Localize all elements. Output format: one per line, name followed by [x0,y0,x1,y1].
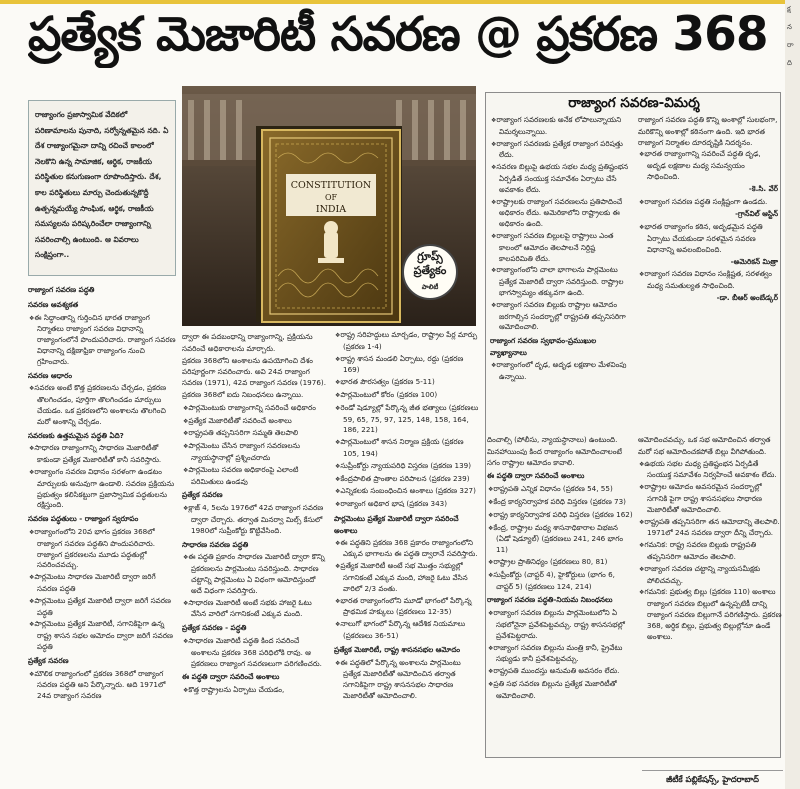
article-paragraph: ❖ ఈ పద్ధతిలో పేర్కొన్న అంశాలను పార్లమెంటు ప్రత్యేక మెజారిటీతో ఆమోదించిన తర్వాత సగానికిపైగా రాష్ట్ర శాసనసభల సాధారణ మెజారిటీతో ఆమోదించాలి. [334,658,480,702]
section-heading: ప్రత్యేక సవరణ - పద్ధతి [182,623,247,633]
article-paragraph: ❖ పార్లమెంటులో కోరం (ప్రకరణ 100) [334,390,480,402]
headline: ప్రత్యేక మెజారిటీ సవరణ @ ప్రకరణ 368 [28,7,768,62]
article-paragraph: ❖ ఈ పద్ధతిని ప్రకరణ 368 ప్రకారం రాజ్యాంగంలోని ఎక్కువ భాగాలను ఈ పద్ధతి ద్వారానే సవరిస్తారు. [334,538,480,561]
book-title-line1: CONSTITUTION [290,180,372,191]
article-paragraph: ❖ రాజ్యాంగ అధికార భాష (ప్రకరణ 343) [334,499,480,511]
article-paragraph: ❖ రాజ్యాంగంలోని చాలా భాగాలను పార్లమెంటు ప్రత్యేక మెజారిటీ ద్వారా సవరిస్తుంది. రాష్ట్రాల భాగస్వామ్యం తక్కువగా ఉంది. [490,265,630,298]
adjacent-page-edge [785,0,800,789]
article-paragraph: ❖ ప్రత్యేక మెజారిటీ అంటే సభ మొత్తం సభ్యుల్లో సగానికంటే ఎక్కువ మంది, హాజరై ఓటు వేసిన వారిలో 2/3 వంతు. [334,561,480,594]
article-paragraph: ❖ పార్లమెంటు ప్రత్యేక మెజారిటీ, సగానికిపైగా ఉన్న రాష్ట్ర శాసన సభల ఆమోదం ద్వారా జరిగే సవరణ పద్ధతి [28,619,176,652]
article-paragraph: ❖ రాష్ట్రాలకు రాజ్యాంగ సవరణలను ప్రతిపాదించే అధికారం లేదు. అమెరికాలోని రాష్ట్రాలకు ఈ అధికారం ఉంది. [490,197,630,230]
article-paragraph: ❖ నాలుగో భాగంలో పేర్కొన్న ఆదేశిక నియమాలు (ప్రకరణలు 36-51) [334,619,480,642]
article-paragraph: దించాల్సి (పోలీసు, న్యాయస్థానాలు) ఉంటుంది. మినహాయింపు కింద రాజ్యాంగం ఆమోదించాలంటే సగం రాష్ట్రాల ఆమోదం కావాలి. [487,435,622,467]
article-paragraph: ❖ రాష్ట్రపతి తప్పనిసరిగా తన ఆమోదాన్ని తెలపాలి. 1971లో 24వ సవరణ ద్వారా దీన్ని చేర్చారు. [638,517,782,540]
article-paragraph: ❖ పార్లమెంటు చేసిన రాజ్యాంగ సవరణలను న్యాయస్థానాల్లో ప్రశ్నించరాదు [182,441,328,464]
article-paragraph: రాజ్యాంగ సవరణ పద్ధతి కొన్ని అంశాల్లో సులభంగా, మరికొన్ని అంశాల్లో కఠినంగా ఉంది. ఇది భారత రాజ్యాంగ నిర్మాతల దూరదృష్టికి నిదర్శనం. [638,115,778,147]
article-paragraph: ❖ ఉభయ సభల మధ్య ప్రతిష్టంభన ఏర్పడితే సంయుక్త సమావేశం నిర్వహించే అవకాశం లేదు. [638,459,782,482]
article-paragraph: ❖ కేంద్ర కార్యనిర్వాహక పరిధి విస్తరణ (ప్రకరణ 73) [487,497,633,509]
article-paragraph: ❖ సవరణ బిల్లుపై ఉభయ సభల మధ్య ప్రతిష్టంభన ఏర్పడితే సంయుక్త సమావేశం ఏర్పాటు చేసే అవకాశం లేదు. [490,162,630,195]
article-paragraph: ❖ రాష్ట్రపతి ఎన్నిక విధానం (ప్రకరణ 54, 55) [487,484,633,496]
article-paragraph: ❖ రాష్ట్ర కార్యనిర్వాహక పరిధి విస్తరణ (ప్రకరణ 162) [487,510,633,522]
article-paragraph: ❖ ఈ సిద్ధాంతాన్ని గుర్తించిన భారత రాజ్యాంగ నిర్మాతలు రాజ్యాంగ సవరణ విధానాన్ని రాజ్యాంగంలోనే పొందుపరిచారు. రాజ్యాంగ సవరణ విధానాన్ని దక్షిణాఫ్రికా రాజ్యాంగం నుంచి గ్రహించారు. [28,313,176,368]
article-paragraph: ❖ రాజ్యాంగ సవరణ బిల్లును పార్లమెంటులోని ఏ సభలోనైనా ప్రవేశపెట్టవచ్చు. రాష్ట్ర శాసనసభల్లో ప్రవేశపెట్టరాదు. [487,608,633,641]
article-paragraph: ప్రకరణ 368లో ఐదు నిబంధనలు ఉన్నాయి. [182,389,304,399]
article-column-3 [334,330,480,782]
article-paragraph: ❖ రాష్ట్ర శాసన మండలి ఏర్పాటు, రద్దు (ప్రకరణ 169) [334,354,480,377]
section-heading: సవరణ ఆవశ్యకత [28,299,79,309]
article-paragraph: ❖ రాజ్యాంగ సవరణ బిల్లును మంత్రి కానీ, ప్రైవేటు సభ్యుడు కానీ ప్రవేశపెట్టవచ్చు. [487,643,633,666]
article-paragraph: ❖ సుప్రీంకోర్టు న్యాయపరిధి విస్తరణ (ప్రకరణ 139) [334,461,480,473]
article-paragraph: ❖ భారత రాజ్యాంగాన్ని సవరించే పద్ధతి దృఢ, అదృఢ లక్షణాల మధ్య సమన్వయం సాధించింది. [638,149,778,182]
article-paragraph: ❖ ప్రతి సభ సవరణ బిల్లును ప్రత్యేక మెజారిటీతో ఆమోదించాలి. [487,679,633,702]
sidebox-column-left [490,115,630,385]
section-heading: సవరణకు ఉత్తమమైన పద్ధతి ఏది? [28,430,124,440]
article-column-1 [28,282,176,782]
article-paragraph: ❖ కేంద్ర, రాష్ట్రాల మధ్య శాసనాధికారాల విభజన (ఏడో షెడ్యూల్) (ప్రకరణలు 241, 246 భాగం 11) [487,523,633,556]
book-title-line3: INDIA [315,204,347,215]
quote-attribution: -కె.సి. వేర్ [748,183,778,193]
article-paragraph: ❖ క్లాజ్ 4, 5లను 1976లో 42వ రాజ్యాంగ సవరణ ద్వారా చేర్చారు. తర్వాత మినర్వా మిల్స్ కేసులో 1980లో సుప్రీంకోర్టు కొట్టివేసింది. [182,503,328,536]
article-paragraph: ❖ సవరణ అంటే కొత్త ప్రకరణలను చేర్చడం, ప్రకరణ తొలగించడం, పూర్తిగా తొలగించడం మార్పులు చేయడం. ఒక ప్రకరణలోని అంశాలను తొలగించి మరో అంశాన్ని చేర్చడం. [28,383,176,427]
badge-line2: ప్రత్యేకం [413,264,447,277]
article-paragraph: ❖ రెండో షెడ్యూల్లో పేర్కొన్న జీత భత్యాలు (ప్రకరణలు 59, 65, 75, 97, 125, 148, 158, 164, 186, 221) [334,403,480,436]
article-paragraph: ద్వారా ఈ పదబంధాన్ని రాజ్యాంగాన్ని, ప్రక్రియను సవరించే అధికారాలను మార్చారు. [182,332,313,353]
intro-box: రాజ్యాంగం ప్రజాస్వామిక వేదికలో పరిణామాలను పునాది, సర్వోన్నతమైన నది. ఏ దేశ రాజ్యాంగమైనా దాన్ని రచించే కాలంలో నెలకొని ఉన్న సామాజిక, ఆర్థిక, రాజకీయ పరిస్థితుల కనుగుణంగా రూపొందిస్తారు. దేశ, కాల పరిస్థితులు మార్పు చెందుతున్నకొద్దీ ఉత్పన్నమయ్యే సాంఘిక, ఆర్థిక, రాజకీయ సమస్యలను పరిష్కరించేలా రాజ్యాంగాన్ని సవరించాల్సి ఉంటుంది. ఆ వివరాలు సంక్షిప్తంగా.. [28,100,176,276]
edge-text: ది [787,59,792,67]
article-paragraph: ❖ భారత రాజ్యాంగంలోని మూడో భాగంలో పేర్కొన్న ప్రాథమిక హక్కులు (ప్రకరణలు 12-35) [334,596,480,619]
article-paragraph: ❖ రాజ్యాంగ సవరణ బిల్లులపై రాష్ట్రాలు ఎంత కాలంలో ఆమోదం తెలపాలనే నిర్దిష్ట కాలపరిమితి లేదు. [490,231,630,264]
badge-line3: పాలిటీ [421,283,439,291]
article-paragraph: ❖ సాధారణ రాజ్యాంగాన్ని సాధారణ మెజారిటీతో కాకుండా ప్రత్యేక మెజారిటీతో కానీ సవరిస్తారు. [28,443,176,466]
badge-line1: గ్రూప్స్ [417,250,443,263]
quote-attribution: -గ్రాన్‌విల్ ఆస్టిన్ [735,209,778,219]
article-paragraph: ❖ సాధారణ మెజారిటీ అంటే సభకు హాజరై ఓటు వేసిన వారిలో సగానికంటే ఎక్కువ మంది. [182,598,328,621]
article-paragraph: ❖ గమనిక: రాష్ట్ర సవరణ బిల్లుకు రాష్ట్రపతి తప్పనిసరిగా ఆమోదం తెలపాలి. [638,540,782,563]
article-paragraph: ❖ ఎన్నికలకు సంబంధించిన అంశాలు (ప్రకరణ 327) [334,486,480,498]
section-heading: ప్రత్యేక సవరణ [28,655,69,665]
article-paragraph: ❖ సాధారణ మెజారిటీ పద్ధతి కింద సవరించే అంశాలను ప్రకరణ 368 పరిధిలోకి రావు. ఆ ప్రకరణలు రాజ్యాంగ సవరణలుగా పరిగణించరు. [182,636,328,669]
article-paragraph: ❖ రాజ్యాంగ సవరణలకు అనేక లోపాలున్నాయని విమర్శలున్నాయి. [490,115,630,138]
article-paragraph: ❖ కేంద్రపాలిత ప్రాంతాల పరిపాలన (ప్రకరణ 239) [334,474,480,486]
article-paragraph: ❖ రాజ్యాంగంలో దృఢ, అదృఢ లక్షణాల మేళవింపు ఉన్నాయి. [490,360,630,383]
sidebox-title: రాజ్యాంగ సవరణ-విమర్శ [568,95,700,111]
article-paragraph: ❖ పార్లమెంటు ప్రత్యేక మెజారిటీ ద్వారా జరిగే సవరణ పద్ధతి [28,596,176,619]
edge-text: రా [787,41,794,49]
section-heading: ప్రత్యేక మెజారిటీ, రాష్ట్ర శాసనసభల ఆమోదం [334,644,461,654]
section-heading: సవరణ పద్ధతులు - రాజ్యాంగ స్వరూపం [28,514,139,524]
article-paragraph: ❖ రాజ్యాంగ సవరణ విధానం సంక్లిష్టత, సరళత్వం మధ్య సమతుల్యత సాధించింది. [638,269,778,292]
article-paragraph: ❖ కొత్త రాష్ట్రాలను ఏర్పాటు చేయడం, [182,685,328,697]
article-column-5 [638,435,782,765]
article-paragraph: ❖ మౌలిక రాజ్యాంగంలో ప్రకరణ 368లో రాజ్యాంగ సవరణ పద్ధతి అని పేర్కొన్నారు. అది 1971లో 24వ రాజ్యాంగ సవరణ [28,669,176,702]
article-paragraph: ❖ రాజ్యాంగంలోని 20వ భాగం ప్రకరణ 368లో రాజ్యాంగ సవరణ పద్ధతిని పొందుపరిచారు. రాజ్యాంగ ప్రకరణలను మూడు పద్ధతుల్లో సవరించవచ్చు. [28,527,176,571]
article-paragraph: ❖ రాష్ట్రాల ఆమోదం అవసరమైన సందర్భాల్లో సగానికి పైగా రాష్ట్ర శాసనసభలు సాధారణ మెజారిటీతో ఆమోదించాలి. [638,482,782,515]
section-heading: సవరణ ఆధారం [28,370,72,380]
edge-text: క్ష [787,5,791,13]
article-paragraph: ❖ రాజ్యాంగ సవరణకు ప్రత్యేక రాజ్యాంగ పరిషత్తు లేదు. [490,139,630,162]
quote-attribution: -డా. బీఆర్ అంబేడ్కర్ [716,292,778,302]
section-heading: పార్లమెంటు ప్రత్యేక మెజారిటీ ద్వారా సవరించే అంశాలు [334,513,459,535]
article-paragraph: ❖ రాజ్యాంగం సవరణ విధానం సరళంగా ఉండటం మార్పులకు అనువుగా ఉండాలి. సవరణ ప్రక్రియను ప్రభుత్వం కలిసికట్టుగా ప్రజాస్వామిక పద్ధతులను రక్షిస్తుంది. [28,467,176,511]
article-paragraph: ❖ రాజ్యాంగ సవరణ పద్ధతి సంక్లిష్టంగా ఉండదు. [638,197,778,209]
article-paragraph: ఆమోదించవచ్చు. ఒక సభ ఆమోదించిన తర్వాత మరో సభ ఆమోదించకపోతే బిల్లు వీగిపోతుంది. [638,435,771,456]
section-heading: ప్రత్యేక సవరణ [182,490,223,500]
article-paragraph: ❖ రాష్ట్ర సరిహద్దులు మార్చడం, రాష్ట్రాల పేర్ల మార్పు (ప్రకరణ 1-4) [334,330,480,353]
article-paragraph: ❖ పార్లమెంటు సవరణ అధికారంపై ఎలాంటి పరిమితులు ఉండవు [182,465,328,488]
edge-text: న [787,23,792,31]
article-paragraph: ❖ గమనిక: ప్రభుత్వ బిల్లు (ప్రకరణ 110) అంశాలు రాజ్యాంగ సవరణ బిల్లులో ఉన్నప్పటికీ దాన్ని రాజ్యాంగ సవరణ బిల్లుగానే పరిగణిస్తారు. ప్రకరణ 368, అర్థిక బిల్లు, ప్రభుత్వ బిల్లుల్లోనూ ఉండే అంశాలు. [638,587,782,642]
article-paragraph: ❖ రాష్ట్రాల ప్రాతినిధ్యం (ప్రకరణలు 80, 81) [487,557,633,569]
article-paragraph: ❖ పార్లమెంటు సాధారణ మెజారిటీ ద్వారా జరిగే సవరణ పద్ధతి [28,572,176,595]
article-paragraph: ❖ భారత పౌరసత్వం (ప్రకరణ 5-11) [334,377,480,389]
quote-attribution: -అమెరికన్ మిత్రా [730,256,778,266]
groups-special-badge [402,244,458,300]
publisher-credit: జీటీకే పబ్లికేషన్స్, హైదరాబాద్ [642,770,783,786]
article-paragraph: ❖ సుప్రీంకోర్టు (చాప్టర్ 4), హైకోర్టులు (భాగం 6, చాప్టర్ 5) (ప్రకరణలు 124, 214) [487,570,633,593]
article-paragraph: ❖ రాష్ట్రపతి ముందస్తు అనుమతి అవసరం లేదు. [487,666,633,678]
section-heading: సాధారణ సవరణ పద్ధతి [182,539,249,549]
article-paragraph: ❖ రాజ్యాంగ సవరణ చట్టాన్ని న్యాయసమీక్షకు పోలిచవచ్చు. [638,564,782,587]
article-paragraph: ❖ పార్లమెంటుకు రాజ్యాంగాన్ని సవరించే అధికారం [182,403,328,415]
article-paragraph: ❖ ప్రత్యేక మెజారిటీతో సవరించే అంశాలు [182,416,328,428]
article-paragraph: ❖ భారత రాజ్యాంగం కఠిన, అదృఢమైన పద్ధతి ఏర్పాటు చేయకుండా సరళమైన సవరణ విధానాన్ని అవలంబించింది. [638,222,778,255]
section-heading: ఈ పద్ధతి ద్వారా సవరించే అంశాలు [182,672,280,682]
section-heading: రాజ్యాంగ సవరణ పద్ధతి-నియమ నిబంధనలు [487,595,613,605]
article-column-2 [182,332,328,782]
book-title-line2: OF [324,193,338,202]
article-column-4 [487,435,633,781]
sidebox-column-right [638,115,778,385]
article-paragraph: ❖ రాజ్యాంగ సవరణ బిల్లుకు రాష్ట్రాల ఆమోదం జరగాల్సిన సందర్భాల్లో రాష్ట్రపతి తప్పనిసరిగా ఆమోదించాలి. [490,300,630,333]
article-paragraph: ప్రకరణ 368లోని అంశాలను ఉపయోగించి దేశం పరిపూర్ణంగా సవరించారు. అవి 24వ రాజ్యాంగ సవరణ (1971), 42వ రాజ్యాంగ సవరణ (1976). [182,355,326,388]
section-heading: రాజ్యాంగ సవరణ స్వభావం-ప్రముఖుల వ్యాఖ్యానాలు [490,336,597,357]
article-paragraph: ❖ ఈ పద్ధతి ప్రకారం సాధారణ మెజారిటీ ద్వారా కొన్ని ప్రకరణలను పార్లమెంటు సవరిస్తుంది. సాధారణ చట్టాన్ని పార్లమెంటు ఏ విధంగా ఆమోదిస్తుందో అదే విధంగా సవరిస్తారు. [182,552,328,596]
section-heading: రాజ్యాంగ సవరణ పద్ధతి [28,285,95,294]
section-heading: ఈ పద్ధతి ద్వారా సవరించే అంశాలు [487,471,585,481]
article-paragraph: ❖ పార్లమెంటులో శాసన నిర్మాణ ప్రక్రియ (ప్రకరణ 105, 194) [334,437,480,460]
article-paragraph: ❖ రాష్ట్రపతి తప్పనిసరిగా సమ్మతి తెలపాలి [182,428,328,440]
